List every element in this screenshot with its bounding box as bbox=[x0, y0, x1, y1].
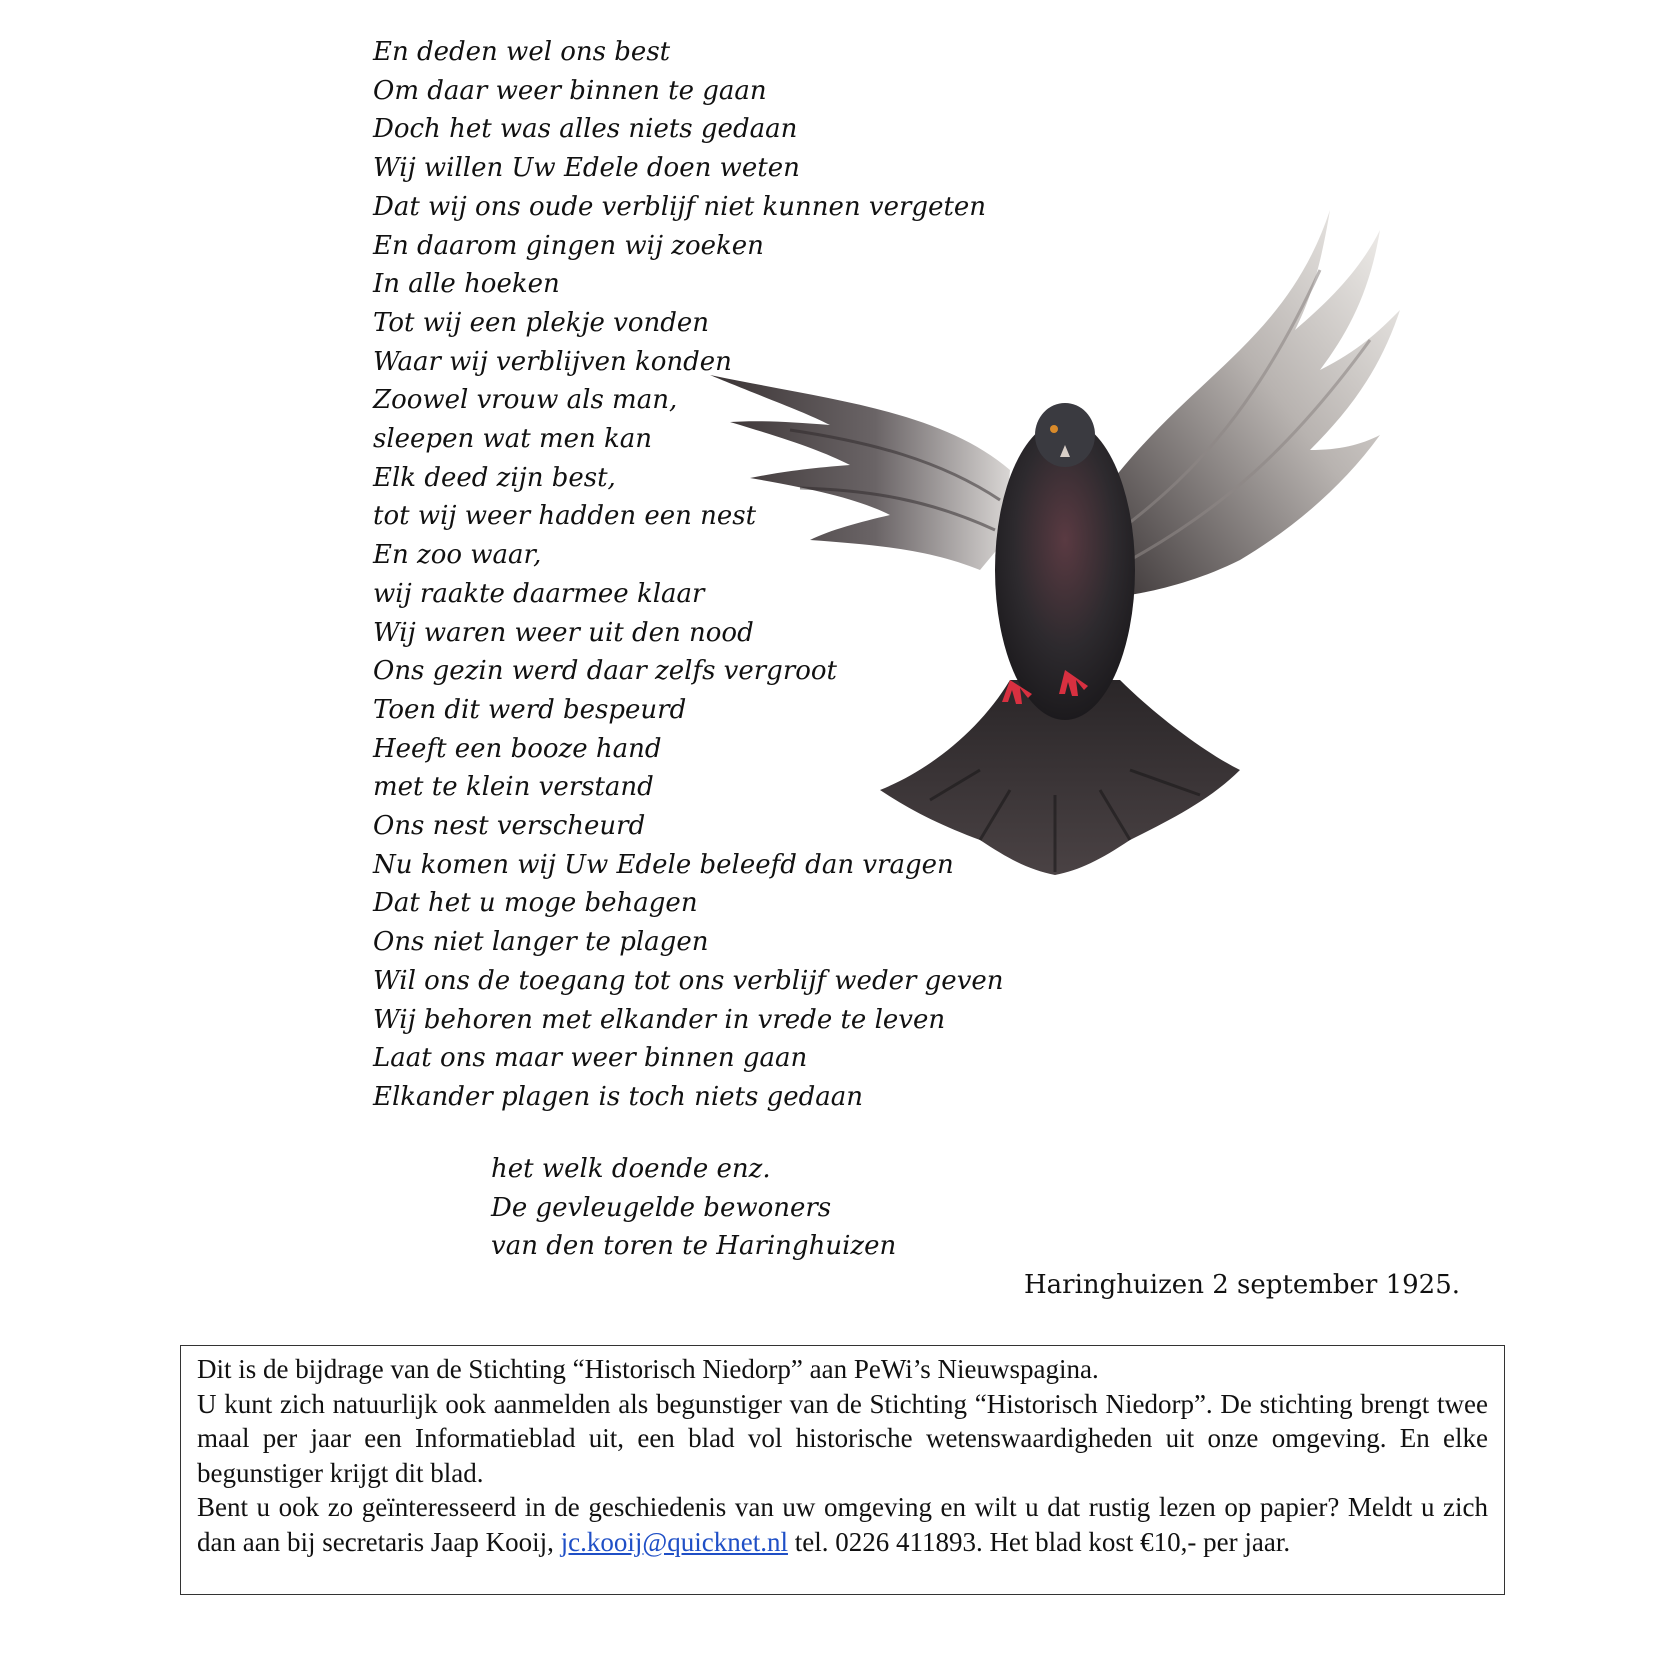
signature-line: van den toren te Haringhuizen bbox=[491, 1231, 897, 1262]
contact-text: Bent u ook zo geïnteresseerd in de geschiedenis van uw omgeving en wilt u dat rustig lezen op papier? Meldt u zich dan aan bij secretaris Jaap Kooij, bbox=[197, 1492, 1488, 1557]
poem-line: Elk deed zijn best, bbox=[373, 462, 616, 493]
poem-line: Wij waren weer uit den nood bbox=[373, 617, 754, 648]
poem-line: Wil ons de toegang tot ons verblijf weder geven bbox=[373, 965, 1004, 996]
poem-line: Ons niet langer te plagen bbox=[373, 927, 709, 958]
poem-line: En zoo waar, bbox=[373, 540, 542, 571]
poem-line: Wij willen Uw Edele doen weten bbox=[373, 153, 800, 184]
poem-line: Ons gezin werd daar zelfs vergroot bbox=[373, 656, 838, 687]
poem-line: tot wij weer hadden een nest bbox=[373, 501, 757, 532]
poem-line: Dat wij ons oude verblijf niet kunnen vergeten bbox=[373, 191, 987, 222]
signature-line: De gevleugelde bewoners bbox=[491, 1192, 832, 1223]
poem-line: En daarom gingen wij zoeken bbox=[373, 230, 764, 261]
poem-line: Elkander plagen is toch niets gedaan bbox=[373, 1081, 864, 1112]
poem-line: Waar wij verblijven konden bbox=[373, 346, 732, 377]
poem-line: Wij behoren met elkander in vrede te leven bbox=[373, 1004, 946, 1035]
signature-line: het welk doende enz. bbox=[491, 1154, 771, 1184]
poem-line: wij raakte daarmee klaar bbox=[373, 578, 705, 609]
poem-signature bbox=[491, 1150, 896, 1266]
poem-line: Nu komen wij Uw Edele beleefd dan vragen bbox=[373, 849, 954, 880]
poem-line: En deden wel ons best bbox=[373, 37, 671, 67]
poem-line: Om daar weer binnen te gaan bbox=[373, 75, 767, 106]
poem-line: Doch het was alles niets gedaan bbox=[373, 114, 798, 145]
poem-line: Dat het u moge behagen bbox=[373, 888, 698, 919]
poem-line: met te klein verstand bbox=[373, 772, 654, 803]
poem-line: Heeft een booze hand bbox=[373, 733, 662, 764]
poem-line: Laat ons maar weer binnen gaan bbox=[373, 1043, 808, 1074]
dateline: Haringhuizen 2 september 1925. bbox=[1024, 1270, 1461, 1300]
poem-line: sleepen wat men kan bbox=[373, 424, 652, 455]
poem bbox=[373, 33, 1004, 1117]
info-paragraph: U kunt zich natuurlijk ook aanmelden als begunstiger van de Stichting “Historisch Niedorp”. De stichting brengt twee maal per jaar een Informatieblad uit, een blad vol historische wetenswaardigheden uit onze omgeving. En elke begunstiger krijgt dit blad. bbox=[197, 1388, 1488, 1488]
poem-line: Ons nest verscheurd bbox=[373, 811, 646, 842]
email-link[interactable]: jc.kooij@quicknet.nl bbox=[560, 1526, 788, 1557]
poem-line: Zoowel vrouw als man, bbox=[373, 385, 678, 416]
poem-line: Tot wij een plekje vonden bbox=[373, 307, 710, 338]
info-paragraph-contact bbox=[197, 1490, 1488, 1559]
info-box bbox=[180, 1345, 1505, 1595]
poem-line: Toen dit werd bespeurd bbox=[373, 694, 687, 725]
info-paragraph: Dit is de bijdrage van de Stichting “Historisch Niedorp” aan PeWi’s Nieuwspagina. bbox=[197, 1354, 1099, 1384]
poem-line: In alle hoeken bbox=[373, 269, 560, 300]
contact-text-tail: tel. 0226 411893. Het blad kost €10,- per jaar. bbox=[787, 1526, 1291, 1557]
